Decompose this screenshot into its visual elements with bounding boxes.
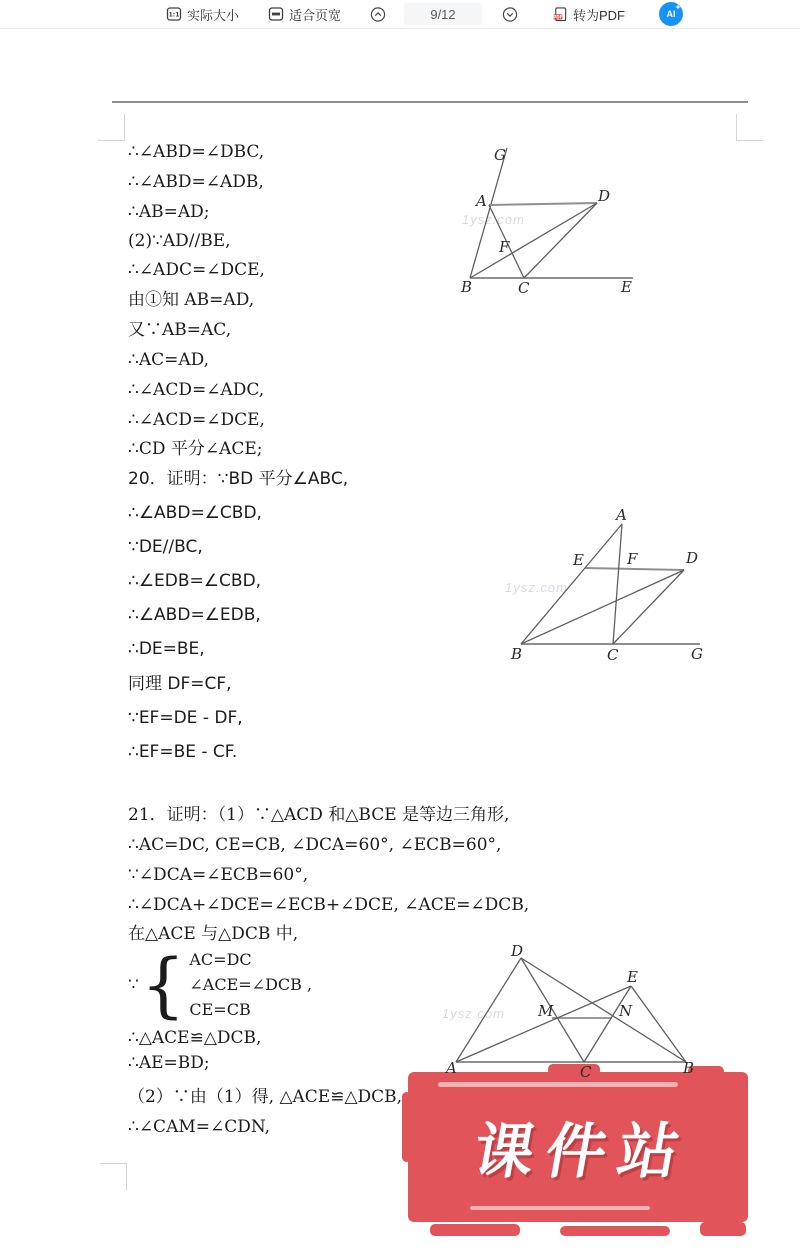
- line-AD: [489, 203, 597, 205]
- proof-line: 又∵AB=AC,: [128, 320, 232, 340]
- stamp-text: 课件站: [467, 1117, 697, 1187]
- proof-line: ∴∠CAM=∠CDN,: [128, 1117, 271, 1137]
- proof-line: ∴∠EDB=∠CBD,: [128, 571, 262, 591]
- kejianzhan-stamp: [408, 1072, 748, 1222]
- proof-line: ∴∠ACD=∠DCE,: [128, 410, 265, 430]
- text-boundary-corner-bottom-left: [100, 1163, 127, 1190]
- sparkle-icon: [675, 4, 681, 10]
- text-boundary-corner-top-right: [736, 114, 763, 141]
- point-label-N: N: [619, 1002, 633, 1020]
- proof-line: ∴∠ABD=∠EDB,: [128, 605, 261, 625]
- proof-line: ∴∠ABD=∠CBD,: [128, 503, 262, 523]
- condition-system: [128, 943, 313, 1026]
- proof-line: （2）∵由（1）得, △ACE≌△DCB,: [128, 1087, 403, 1107]
- geometry-figure-2: [490, 500, 710, 670]
- stamp-distress-blob: [430, 1224, 520, 1236]
- proof-line: ∴CD 平分∠ACE;: [128, 439, 263, 459]
- condition-row: CE=CB: [189, 1000, 251, 1019]
- geometry-figure-1: [440, 140, 650, 300]
- point-label-B: B: [461, 278, 473, 296]
- line-AD: [456, 958, 521, 1062]
- proof-line: ∴AC=DC, CE=CB, ∠DCA=60°, ∠ECB=60°,: [128, 835, 502, 855]
- proof-line: ∴AB=AD;: [128, 202, 210, 222]
- convert-to-pdf-label: 转为PDF: [573, 7, 626, 23]
- chevron-down-icon: [502, 6, 518, 22]
- actual-size-icon: [166, 6, 182, 22]
- proof-line: ∵∠DCA=∠ECB=60°,: [128, 865, 309, 885]
- geometry-figure-3: [435, 940, 710, 1085]
- point-label-C: C: [518, 279, 530, 297]
- actual-size-button[interactable]: [166, 0, 239, 28]
- proof-line: 由①知 AB=AD,: [128, 290, 255, 310]
- actual-size-label: 实际大小: [187, 7, 240, 23]
- watermark-text: 1ysz.com: [462, 212, 525, 227]
- line-AC: [613, 524, 622, 644]
- page-separator-line: [112, 101, 748, 103]
- point-label-F: F: [499, 238, 510, 256]
- previous-page-button[interactable]: [370, 0, 386, 28]
- proof-line: 21．证明：（1）∵△ACD 和△BCE 是等边三角形,: [128, 805, 510, 825]
- point-label-E: E: [627, 968, 638, 986]
- point-label-F: F: [627, 550, 638, 568]
- point-label-E: E: [573, 551, 584, 569]
- fit-width-label: 适合页宽: [289, 7, 342, 23]
- line-GB: [470, 148, 507, 278]
- because-symbol: ∵: [128, 974, 139, 995]
- proof-line: 20．证明：∵BD 平分∠ABC,: [128, 469, 349, 489]
- point-label-C: C: [580, 1063, 592, 1081]
- proof-line: ∵EF=DE - DF,: [128, 708, 243, 728]
- point-label-M: M: [538, 1002, 554, 1020]
- proof-line: ∴∠DCA+∠DCE=∠ECB+∠DCE, ∠ACE=∠DCB,: [128, 895, 530, 915]
- stamp-distress-blob: [560, 1226, 670, 1236]
- brace-symbol: {: [140, 943, 186, 1026]
- condition-row: AC=DC: [189, 950, 252, 969]
- proof-line: 同理 DF=CF,: [128, 674, 232, 694]
- viewer-toolbar: [0, 0, 800, 29]
- point-label-A: A: [476, 192, 487, 210]
- point-label-D: D: [598, 187, 611, 205]
- line-CD: [613, 570, 684, 644]
- watermark-text: 1ysz.com: [505, 580, 568, 595]
- proof-line: ∴∠ACD=∠ADC,: [128, 380, 265, 400]
- fit-width-button[interactable]: [268, 0, 341, 28]
- proof-line: ∵DE//BC,: [128, 537, 203, 557]
- ai-assistant-label: AI: [666, 9, 676, 19]
- pdf-file-icon: [552, 6, 568, 22]
- point-label-G: G: [691, 645, 703, 663]
- text-boundary-corner-top-left: [98, 114, 125, 141]
- next-page-button[interactable]: [502, 0, 518, 28]
- proof-line: ∴∠ABD=∠ADB,: [128, 172, 264, 192]
- ai-assistant-button[interactable]: [659, 2, 683, 26]
- proof-line: ∴△ACE≌△DCB,: [128, 1028, 262, 1048]
- line-CE: [584, 986, 631, 1062]
- page-indicator-value: 9/12: [430, 6, 456, 22]
- line-ED: [585, 568, 684, 570]
- proof-line: ∴∠ABD=∠DBC,: [128, 142, 265, 162]
- proof-line: ∴AE=BD;: [128, 1053, 210, 1073]
- point-label-D: D: [511, 942, 524, 960]
- line-BD: [521, 570, 684, 644]
- condition-row: ∠ACE=∠DCB ,: [189, 975, 313, 994]
- point-label-G: G: [494, 146, 506, 164]
- line-CD: [524, 203, 597, 278]
- point-label-A: A: [616, 506, 627, 524]
- fit-width-icon: [268, 6, 284, 22]
- point-label-B: B: [511, 645, 523, 663]
- svg-text:1:1: 1:1: [168, 11, 180, 19]
- line-EB: [631, 986, 686, 1062]
- proof-line: (2)∵AD//BE,: [128, 231, 231, 251]
- point-label-E: E: [621, 278, 632, 296]
- point-label-B: B: [683, 1059, 695, 1077]
- convert-to-pdf-button[interactable]: [552, 0, 625, 28]
- line-AE: [456, 986, 631, 1062]
- stamp-distress-blob: [402, 1092, 411, 1162]
- point-label-D: D: [686, 549, 699, 567]
- proof-line: ∴AC=AD,: [128, 350, 210, 370]
- svg-text:PDF: PDF: [553, 14, 563, 20]
- proof-line: ∴∠ADC=∠DCE,: [128, 260, 265, 280]
- stamp-distress-blob: [700, 1222, 746, 1236]
- line-BD: [470, 203, 597, 278]
- stamp-scratch: [470, 1206, 650, 1210]
- point-label-C: C: [607, 646, 619, 664]
- watermark-text: 1ysz.com: [442, 1006, 505, 1021]
- proof-line: ∴EF=BE - CF.: [128, 742, 238, 762]
- proof-line: 在△ACE 与△DCB 中,: [128, 924, 299, 944]
- chevron-up-icon: [370, 6, 386, 22]
- point-label-A: A: [446, 1059, 457, 1077]
- page-indicator[interactable]: [404, 3, 482, 25]
- line-BA: [521, 524, 622, 644]
- proof-line: ∴DE=BE,: [128, 639, 205, 659]
